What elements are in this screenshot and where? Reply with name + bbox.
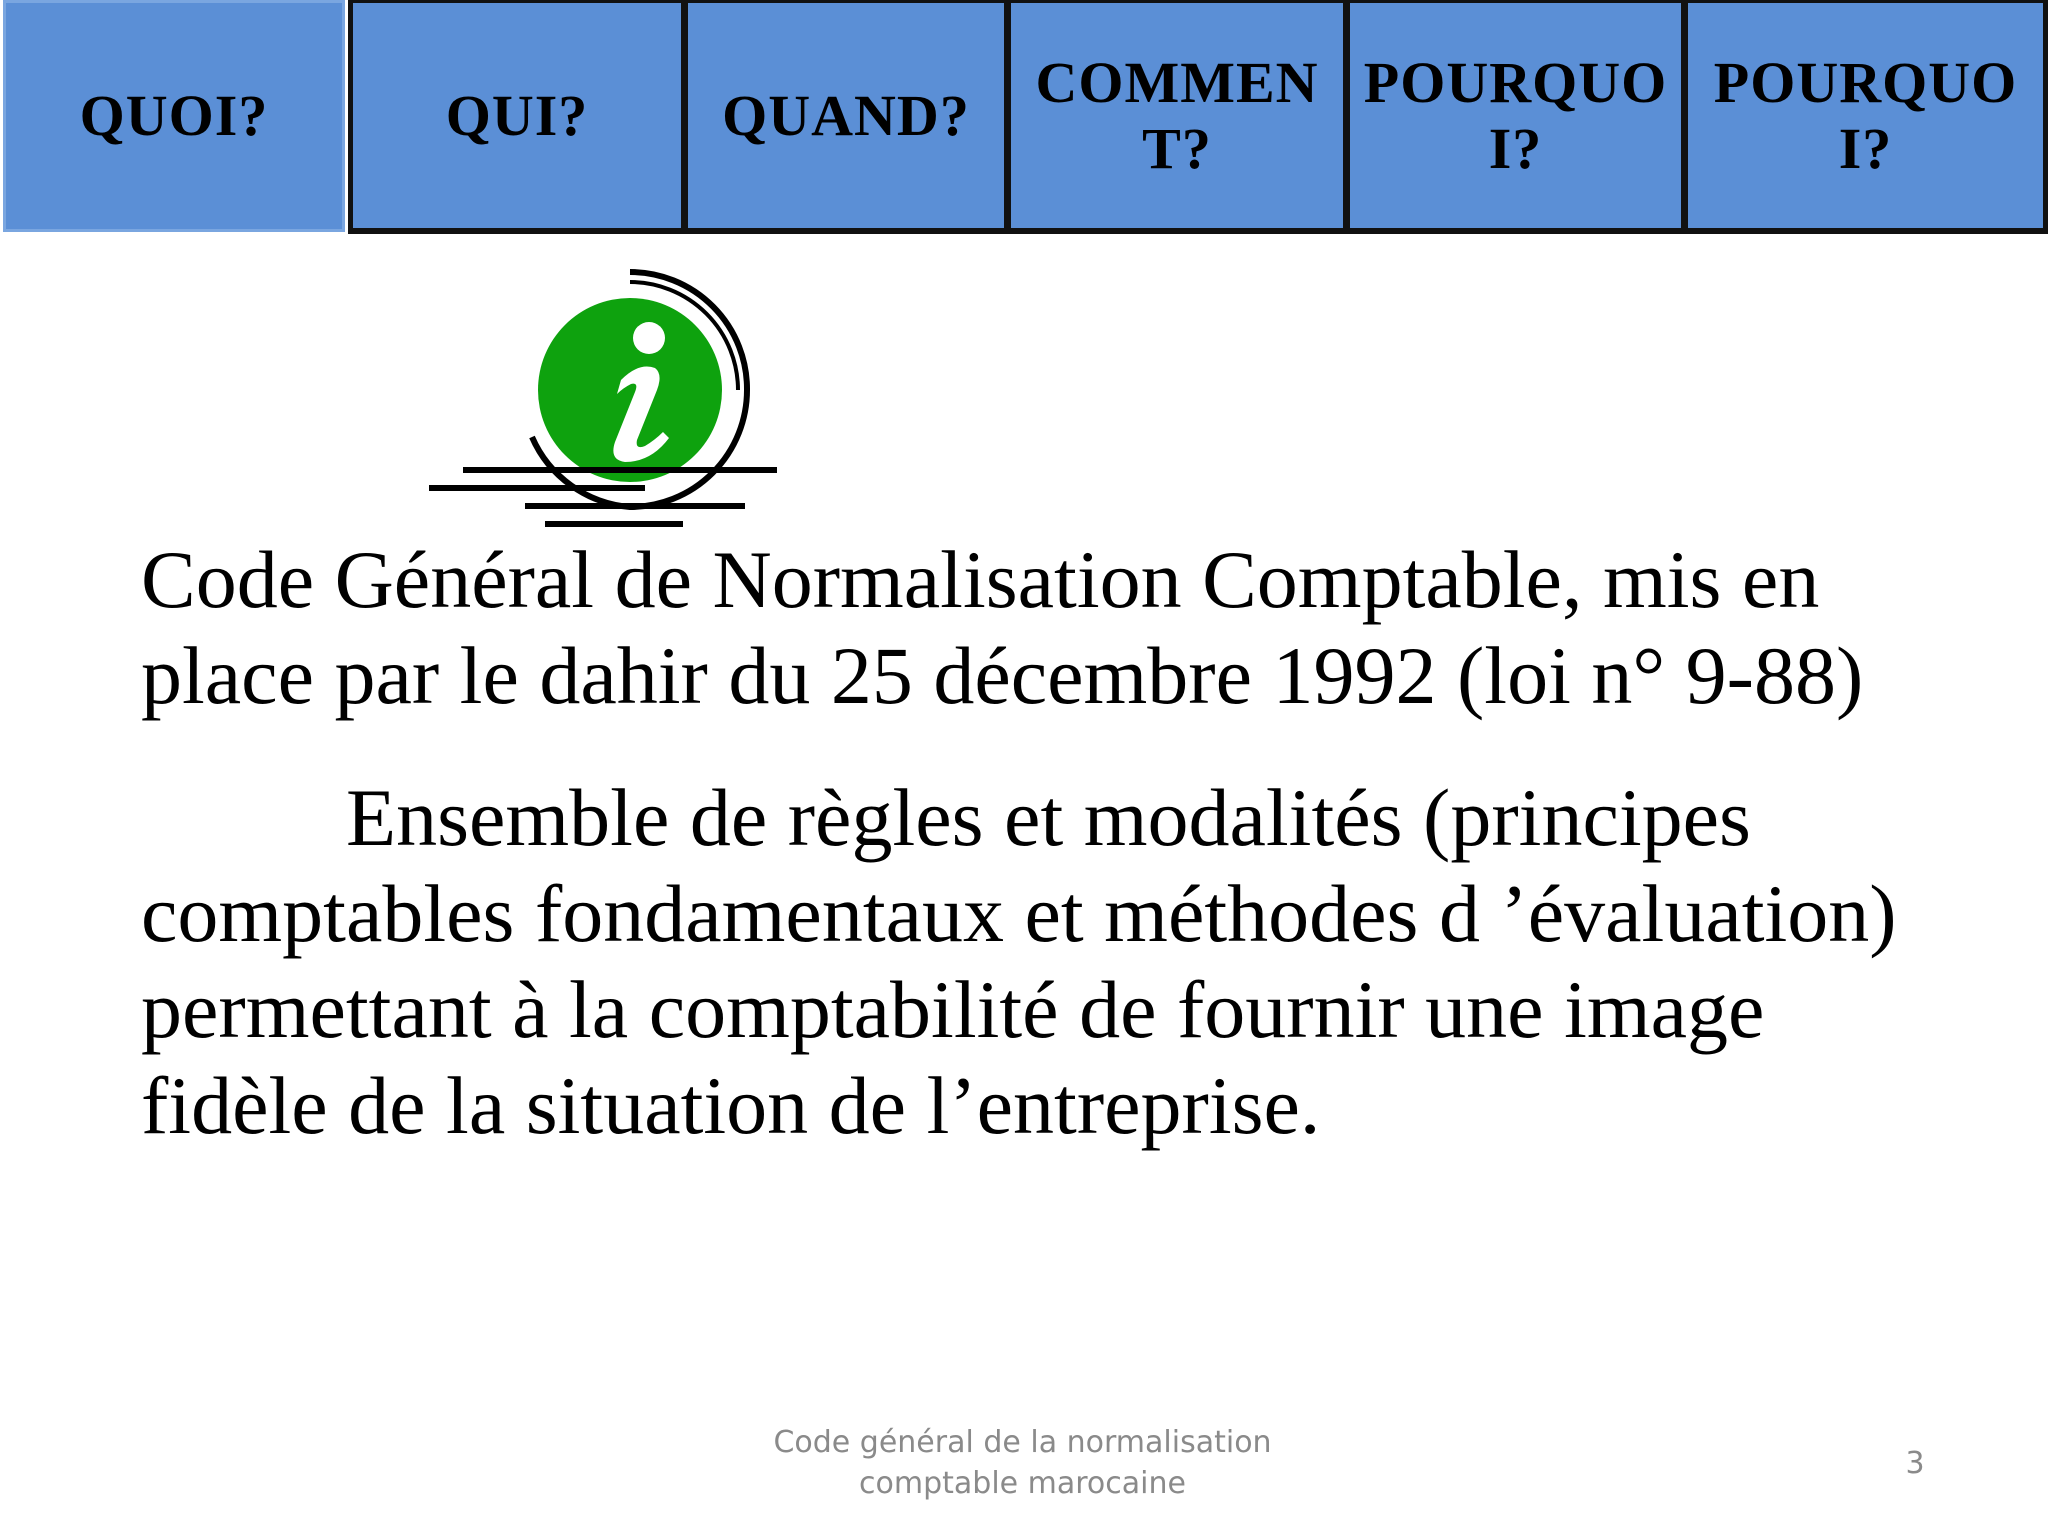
main-content	[141, 532, 1941, 1154]
tab-pourquoi-1[interactable]	[1345, 0, 1686, 234]
info-icon	[425, 262, 785, 534]
footer-title: Code général de la normalisation comptable marocaine	[773, 1425, 1272, 1501]
tab-quand[interactable]	[683, 0, 1009, 234]
tab-quand-label: QUAND?	[722, 82, 970, 148]
tab-qui-label: QUI?	[445, 82, 589, 148]
tab-pourquoi-1-label: POURQUOI?	[1363, 49, 1668, 181]
tab-comment[interactable]	[1006, 0, 1348, 234]
tab-quoi[interactable]	[3, 0, 345, 232]
definition-paragraph: Code Général de Normalisation Comptable, mis en place par le dahir du 25 décembre 1992 (loi n° 9-88)	[141, 534, 1864, 721]
tab-pourquoi-2-label: POURQUOI?	[1713, 49, 2018, 181]
question-tab-bar	[0, 0, 2048, 240]
tab-pourquoi-2[interactable]	[1683, 0, 2048, 234]
tab-comment-label: COMMENT?	[1035, 49, 1319, 181]
page-number: 3	[1905, 1446, 1925, 1481]
description-paragraph: Ensemble de règles et modalités (principes comptables fondamentaux et méthodes d ’évaluation) permettant à la comptabilité de fournir une image fidèle de la situation de l’entreprise.	[141, 772, 1897, 1151]
tab-quoi-label: QUOI?	[79, 83, 269, 148]
tab-qui[interactable]	[348, 0, 686, 234]
